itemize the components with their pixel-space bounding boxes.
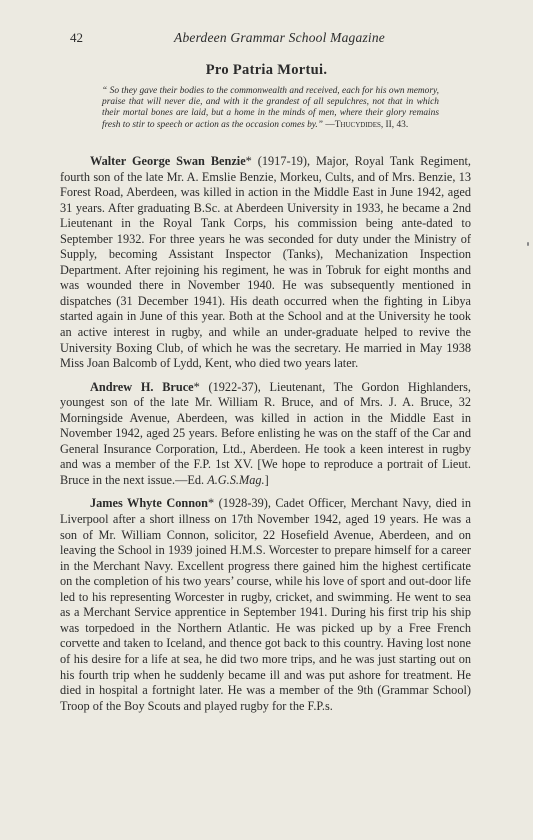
epigraph	[102, 86, 439, 131]
epigraph-attribution: —Thucydides, II, 43.	[325, 119, 409, 130]
entry-text-italic: A.G.S.Mag.	[207, 472, 265, 487]
entry-name: James Whyte Connon	[90, 496, 209, 511]
entry-text: * (1922-37), Lieutenant, The Gordon Highlanders, youngest son of the late Mr. William R. Bruce, and of Mrs. J. A. Bruce, 32 Morningside Avenue, Aberdeen, was killed in action in the Middle East in November 1942, aged 25 years. Before enlisting he was on the staff of the Car and General Insurance Corporation, Ltd., Aberdeen. He took a keen interest in rugby and was a member of the F.P. 1st XV. [We hope to reproduce a portrait of Lieut. Bruce in the next issue.—Ed.	[60, 379, 471, 487]
page-number: 42	[70, 30, 83, 45]
magazine-title: Aberdeen Grammar School Magazine	[174, 30, 385, 45]
entry-name: Andrew H. Bruce	[90, 379, 194, 394]
running-head	[70, 30, 463, 46]
entry-name: Walter George Swan Benzie	[90, 154, 246, 168]
obituary-entry	[60, 496, 471, 714]
epigraph-quote: “ So they gave their bodies to the commonwealth and received, each for his own memory, praise that will never die, and with it the grandest of all sepulchres, not that in which their mortal bones are laid, but a home in the minds of men, where their glory remains fresh to stir to speech or action as the occasion comes by.”	[102, 86, 439, 130]
entry-text-close: ]	[264, 472, 269, 487]
section-title: Pro Patria Mortui.	[205, 62, 328, 78]
obituary-entry	[60, 380, 471, 489]
obituary-entry	[60, 154, 471, 372]
entry-text: * (1917-19), Major, Royal Tank Regiment, fourth son of the late Mr. A. Emslie Benzie, Morkeu, Cults, and of Mrs. Benzie, 13 Forest Road, Aberdeen, was killed in action in the Middle East in June 1942, aged 31 years. After graduating B.Sc. at Aberdeen University in 1933, he became a 2nd Lieutenant in the Royal Tank Corps, his commission being ante-dated to September 1932. For three years he was seconded for duty under the Ministry of Supply, becoming Assistant Inspector (Tanks), Mechanization Inspection Department. After rejoining his regiment, he was in Tobruk for eight months and was wounded there in November 1940. He was subsequently mentioned in dispatches (31 December 1941). His death occurred when the fighting in Libya started again in June of this year. Both at the School and at the University he took an active interest in rugby, and while an under-graduate helped to revive the University Boxing Club, of which he was the secretary. He married in May 1938 Miss Joan Balcomb of Lydd, Kent, who died two years later.	[60, 154, 472, 371]
paper-speck	[527, 242, 529, 246]
entry-text: * (1928-39), Cadet Officer, Merchant Navy, died in Liverpool after a short illness on 17th November 1942, aged 19 years. He was a son of Mr. William Connon, solicitor, 22 Hosefield Avenue, Aberdeen, and on leaving the School in 1939 joined H.M.S. Worcester to prepare himself for a career in the Merchant Navy. Excellent progress there gained him the highest certificate on the completion of his two years’ course, while his love of sport and out-door life led to his representing Worcester in rugby, cricket, and swimming. He went to sea as a Merchant Service apprentice in September 1941. During his first trip his ship was torpedoed in the Northern Atlantic. He was picked up by a Free French corvette and taken to Iceland, and thence got back to this country. Having lost none of his desire for a life at sea, he did two more trips, and he was just starting out on his fourth trip when he suddenly became ill and was put ashore for treatment. He died in hospital a fortnight later. He was a member of the 9th (Grammar School) Troop of the Boy Scouts and played rugby for the F.P.s.	[60, 496, 471, 713]
obituary-body	[60, 154, 471, 722]
